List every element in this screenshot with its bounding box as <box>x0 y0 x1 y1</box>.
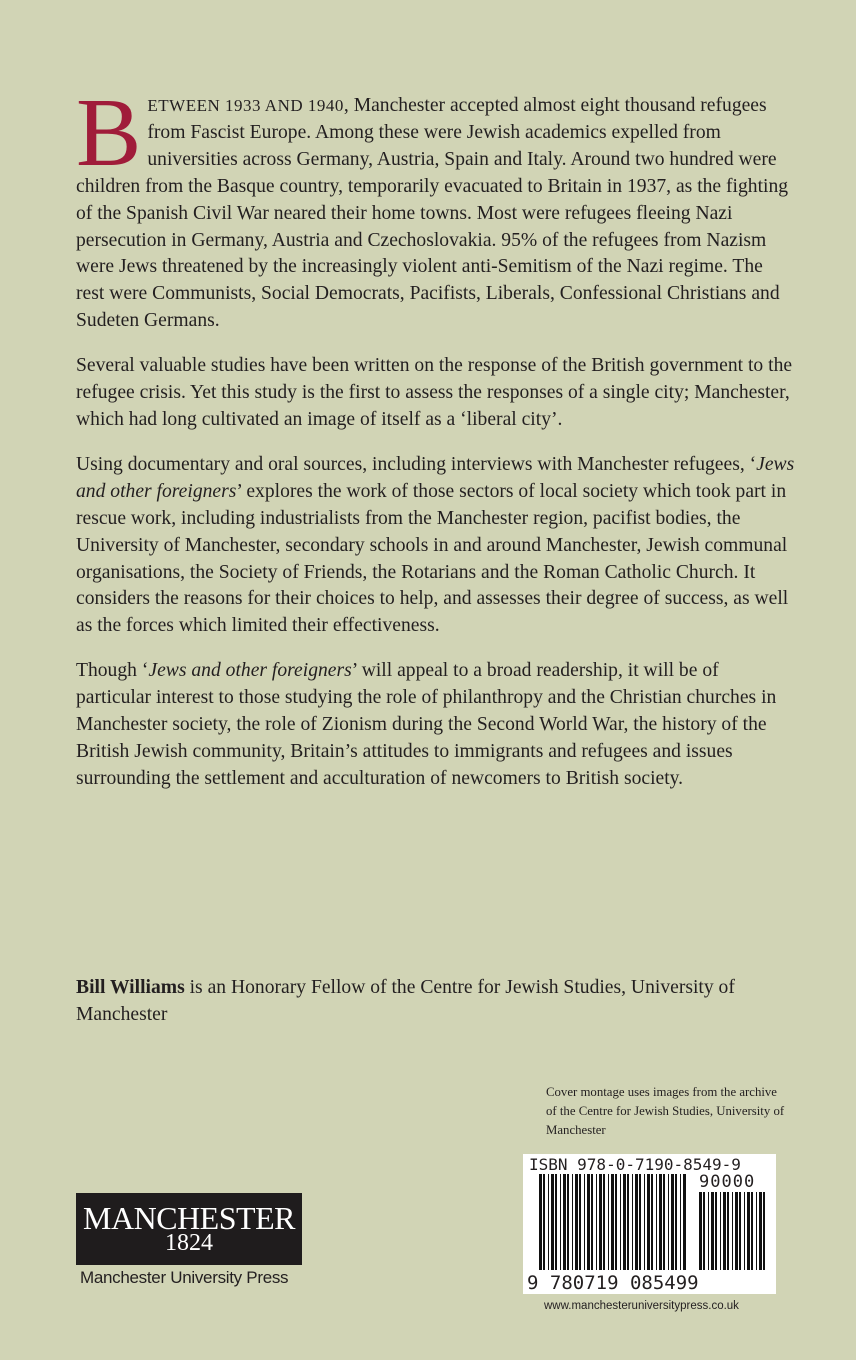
barcode-bar <box>656 1174 657 1270</box>
barcode-bar <box>703 1192 705 1270</box>
barcode-bar <box>763 1192 765 1270</box>
barcode-bar <box>651 1174 653 1270</box>
blurb-text <box>76 79 796 811</box>
barcode-bar <box>551 1174 554 1270</box>
barcode-bar <box>747 1192 750 1270</box>
barcode-bar <box>560 1174 561 1270</box>
publisher-name: Manchester University Press <box>80 1268 289 1287</box>
paragraph-3-intro: Using documentary and oral sources, including interviews with Manchester refugees, ‘ <box>76 453 757 475</box>
isbn-barcode <box>523 1154 776 1294</box>
blurb-paragraph-3 <box>76 452 796 640</box>
barcode-bar <box>548 1174 549 1270</box>
barcode-bar <box>680 1174 681 1270</box>
barcode-bar <box>639 1174 641 1270</box>
barcode-bar <box>732 1192 733 1270</box>
barcode-bar <box>608 1174 609 1270</box>
barcode-bar <box>596 1174 597 1270</box>
addon-bars <box>699 1192 769 1270</box>
author-name: Bill Williams <box>76 977 185 998</box>
price-addon: 90000 <box>699 1172 756 1192</box>
barcode-bar <box>663 1174 665 1270</box>
book-title: Jews and other foreigners <box>148 660 352 682</box>
paragraph-3-text: ’ explores the work of those sectors of local society which took part in rescue work, including industrialists from the Manchester region, pacifist bodies, the University of Manchester, secondary schools in and around Manchester, Jewish communal organisations, the Society of Friends, the Rotarians and the Roman Catholic Church. It considers the reasons for their choices to help, and assesses their degree of success, as well as the forces which limited their effectiveness. <box>76 480 789 637</box>
publisher-logo <box>76 1193 302 1265</box>
ean-number: 9 780719 085499 <box>527 1272 699 1294</box>
paragraph-4-text: ’ will appeal to a broad readership, it will be of particular interest to those studying the role of philanthropy and the Christian churches in Manchester society, the role of Zionism during the Second World War, the history of the British Jewish community, Britain’s attitudes to immigrants and refugees and issues surrounding the settlement and acculturation of newcomers to British society. <box>76 660 777 789</box>
barcode-bar <box>572 1174 573 1270</box>
barcode-bar <box>591 1174 593 1270</box>
barcode-bar <box>620 1174 621 1270</box>
barcode-bar <box>543 1174 545 1270</box>
paragraph-4-intro: Though ‘ <box>76 660 149 682</box>
barcode-bar <box>711 1192 714 1270</box>
barcode-bar <box>739 1192 741 1270</box>
blurb-paragraph-1 <box>76 79 796 335</box>
barcode-bar <box>555 1174 557 1270</box>
barcode-bar <box>720 1192 721 1270</box>
barcode-bar <box>647 1174 650 1270</box>
barcode-bar <box>759 1192 762 1270</box>
barcode-bar <box>756 1192 757 1270</box>
barcode-bar <box>539 1174 542 1270</box>
book-title: Jews and other foreigners <box>76 453 795 502</box>
blurb-paragraph-2: Several valuable studies have been written on the response of the British government to the refugee crisis. Yet this study is the first to assess the responses of a single city; Manchester, which had long cultivated an image of itself as a ‘liberal city’. <box>76 355 793 430</box>
logo-year: 1824 <box>165 1230 213 1256</box>
barcode-bar <box>683 1174 686 1270</box>
barcode-bar <box>611 1174 614 1270</box>
barcode-bar <box>708 1192 709 1270</box>
barcode-bar <box>735 1192 738 1270</box>
barcode-bar <box>659 1174 662 1270</box>
barcode-bar <box>584 1174 585 1270</box>
barcode-bar <box>727 1192 729 1270</box>
barcode-bar <box>579 1174 581 1270</box>
barcode-bar <box>723 1192 726 1270</box>
blurb-paragraph-4 <box>76 658 796 793</box>
logo-wordmark: MANCHESTER <box>83 1200 295 1236</box>
lead-in: ETWEEN 1933 AND 1940 <box>147 96 344 115</box>
barcode-bar <box>627 1174 629 1270</box>
author-description: is an Honorary Fellow of the Centre for Jewish Studies, University of Manchester <box>76 977 735 1025</box>
barcode-bar <box>668 1174 669 1270</box>
barcode-bar <box>671 1174 674 1270</box>
barcode-bar <box>623 1174 626 1270</box>
cover-credit: Cover montage uses images from the archive of the Centre for Jewish Studies, University of Manchester <box>546 1085 785 1137</box>
barcode-bar <box>699 1192 702 1270</box>
drop-cap: B <box>76 79 142 187</box>
barcode-bar <box>567 1174 569 1270</box>
paragraph-1-text: , Manchester accepted almost eight thousand refugees from Fascist Europe. Among these were Jewish academics expelled from universities across Germany, Austria, Spain and Italy. Around two hundred were children from the Basque country, temporarily evacuated to Britain in 1937, as the fighting of the Spanish Civil War neared their home towns. Most were refugees fleeing Nazi persecution in Germany, Austria and Czechoslovakia. 95% of the refugees from Nazism were Jews threatened by the increasingly violent anti-Semitism of the Nazi regime. The rest were Communists, Social Democrats, Pacifists, Liberals, Confessional Christians and Sudeten Germans. <box>76 95 789 332</box>
barcode-bar <box>575 1174 578 1270</box>
barcode-bar <box>675 1174 677 1270</box>
barcode-bar <box>644 1174 645 1270</box>
barcode-bar <box>632 1174 633 1270</box>
barcode-bar <box>563 1174 566 1270</box>
barcode-bar <box>715 1192 717 1270</box>
barcode-bar <box>603 1174 605 1270</box>
barcode-bar <box>587 1174 590 1270</box>
barcode-bar <box>751 1192 753 1270</box>
publisher-url: www.manchesteruniversitypress.co.uk <box>544 1300 739 1312</box>
barcode-bars <box>539 1174 689 1270</box>
barcode-bar <box>615 1174 617 1270</box>
barcode-bar <box>744 1192 745 1270</box>
barcode-bar <box>599 1174 602 1270</box>
author-bio <box>76 974 796 1028</box>
isbn-text: ISBN 978-0-7190-8549-9 <box>529 1155 741 1174</box>
barcode-bar <box>635 1174 638 1270</box>
